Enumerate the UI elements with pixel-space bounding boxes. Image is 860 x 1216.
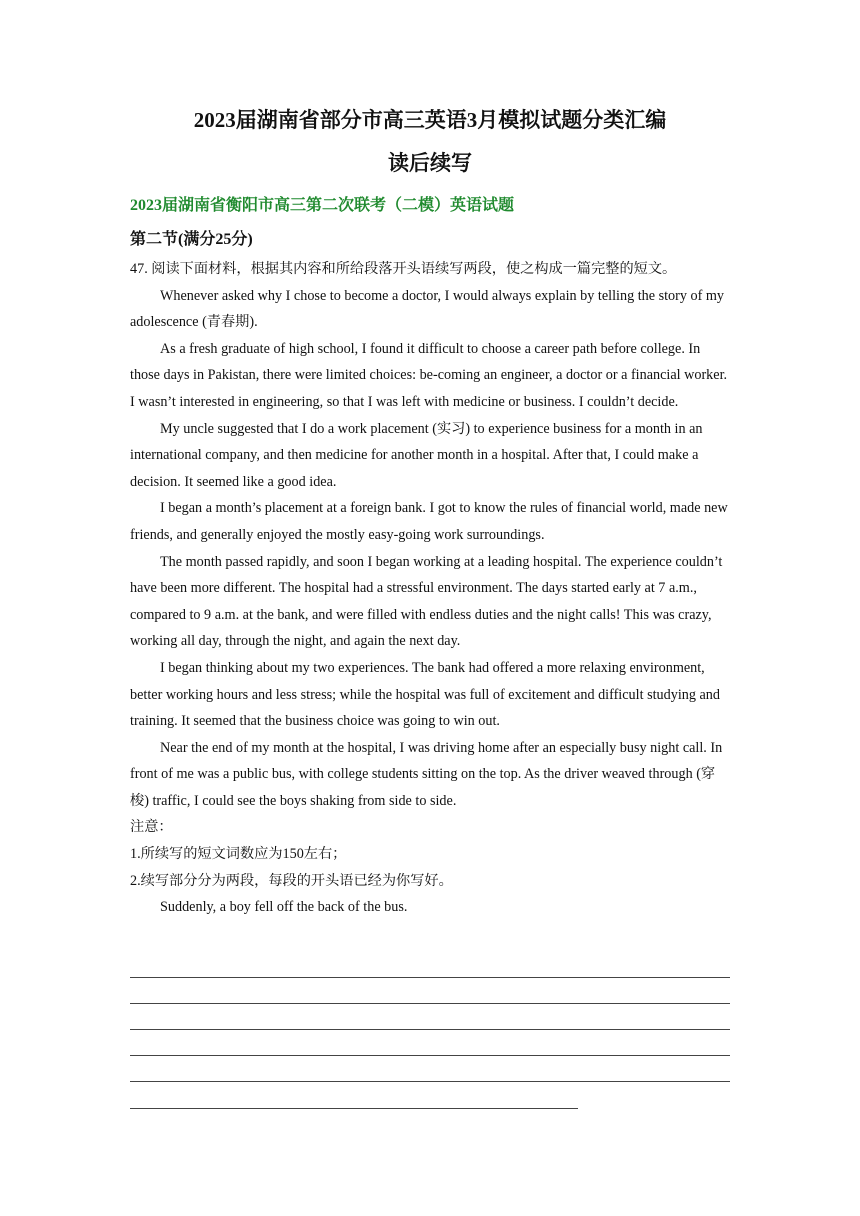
answer-line[interactable] (130, 1055, 730, 1056)
document-subtitle: 读后续写 (388, 151, 472, 175)
paragraph-2: As a fresh graduate of high school, I found it difficult to choose a career path before college. In those days in Pakistan, there were limited choices: be-coming an engineer, a doctor or a financial worker. I wasn’t interested in engineering, so that I was left with medicine or business. I couldn’t decide. (130, 340, 728, 410)
section-heading: 第二节(满分25分) (130, 231, 253, 248)
paragraph-1: Whenever asked why I chose to become a doctor, I would always explain by telling the story of my adolescence (青春期). (130, 287, 725, 331)
notes-label: 注意： (130, 819, 173, 836)
instruction: 47. 阅读下面材料，根据其内容和所给段落开头语续写两段，使之构成一篇完整的短文。 (130, 261, 677, 277)
paragraph-6: I began thinking about my two experiences. The bank had offered a more relaxing environment, better working hours and less stress; while the hospital was full of excitement and difficult studying and training. It seemed that the business choice was going to win out. (130, 659, 720, 730)
answer-line[interactable] (130, 1081, 730, 1082)
paragraph-5: The month passed rapidly, and soon I began working at a leading hospital. The experience couldn’t have been more different. The hospital had a stressful environment. The days started early at 7 a.m., compared to 9 a.m. at the bank, and were filled with endless duties and the night calls! This was crazy, working all day, through the night, and again the next day. (130, 553, 723, 650)
document-title: 2023届湖南省部分市高三英语3月模拟试题分类汇编 (193, 108, 667, 132)
passage (130, 256, 730, 921)
answer-line[interactable] (130, 1029, 730, 1030)
continuation-prompt: Suddenly, a boy fell off the back of the bus. (160, 899, 408, 916)
note-1: 1.所续写的短文词数应为150左右； (130, 846, 347, 863)
source-heading: 2023届湖南省衡阳市高三第二次联考（二模）英语试题 (130, 197, 515, 214)
paragraph-7: Near the end of my month at the hospital, I was driving home after an especially busy night call. In front of me was a public bus, with college students sitting on the top. As the driver weaved through (穿梭) traffic, I could see the boys shaking from side to side. (130, 739, 723, 809)
paragraph-3: My uncle suggested that I do a work placement (实习) to experience business for a month in an international company, and then medicine for another month in a hospital. After that, I could make a decision. It seemed like a good idea. (130, 420, 703, 490)
answer-line[interactable] (130, 977, 730, 978)
paragraph-4: I began a month’s placement at a foreign bank. I got to know the rules of financial world, made new friends, and generally enjoyed the mostly easy-going work surroundings. (130, 500, 728, 543)
answer-line[interactable] (130, 1003, 730, 1004)
answer-line[interactable] (130, 1108, 578, 1109)
note-2: 2.续写部分分为两段，每段的开头语已经为你写好。 (130, 872, 453, 889)
